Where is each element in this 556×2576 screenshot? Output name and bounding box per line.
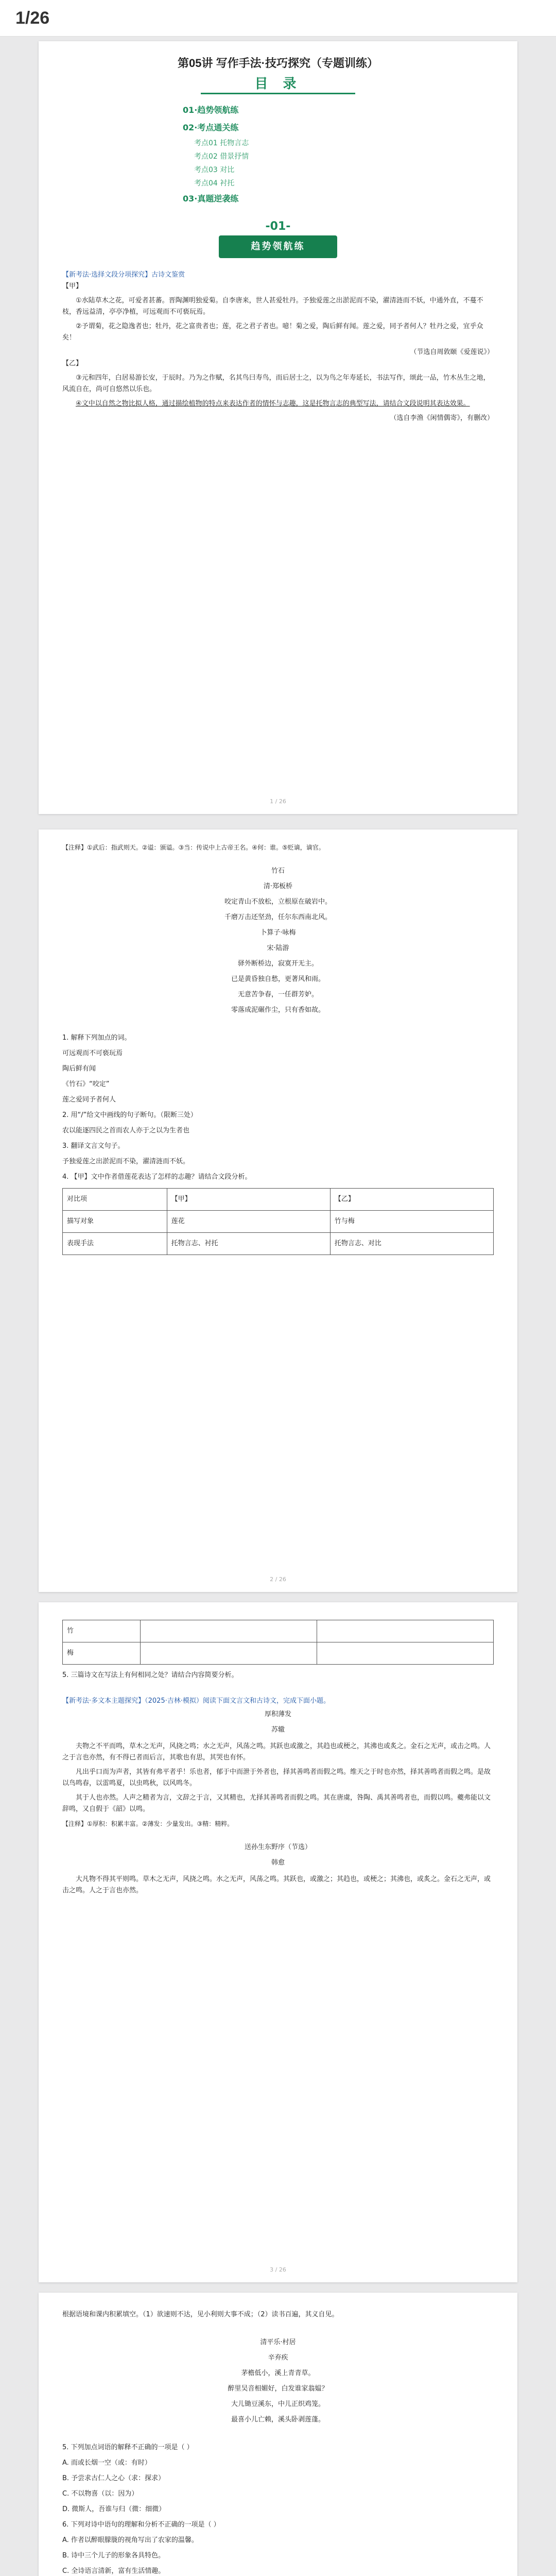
document-page-4 <box>39 2293 517 2576</box>
poem-line: 驿外断桥边，寂寞开无主。 <box>237 960 318 968</box>
table-cell: 竹 <box>63 1620 141 1642</box>
table-cell: 莲花 <box>167 1211 330 1233</box>
option[interactable]: B. 予尝求古仁人之心（求：探求） <box>62 2475 165 2482</box>
option[interactable]: A. 而或长烟一空（或：有时） <box>62 2459 151 2467</box>
table-header-cell: 对比项 <box>63 1189 167 1211</box>
paragraph: ②予谓菊，花之隐逸者也；牡丹，花之富贵者也；莲，花之君子者也。噫！菊之爱，陶后鲜有闻。莲之爱，同予者何人？牡丹之爱，宜乎众矣！ <box>62 323 483 342</box>
question: 5. 三篇诗文在写法上有何相同之处？请结合内容简要分析。 <box>62 1671 238 1679</box>
poem-title: 竹石 <box>271 867 285 875</box>
poem-line: 零落成泥碾作尘，只有香如故。 <box>231 1006 325 1014</box>
table-cell: 梅 <box>63 1642 141 1665</box>
poem-author: 辛弃疾 <box>268 2354 288 2362</box>
comparison-table <box>62 1188 494 1255</box>
poem-line: 茅檐低小，溪上青青草。 <box>241 2369 315 2377</box>
notes: 【注释】①武后：指武则天。②谥：颁谥。③当：传说中上古帝王名。④何：谁。⑤贬谪，谪官。 <box>62 844 325 851</box>
question-item: 可远观而不可亵玩焉 <box>62 1049 123 1057</box>
question: 1. 解释下列加点的词。 <box>62 1034 131 1042</box>
notes: 【注释】①厚积：积累丰富。②薄发：少量发出。③精：精粹。 <box>62 1820 234 1827</box>
toc-item[interactable]: 考点02 借景抒情 <box>194 152 249 161</box>
paragraph: 大凡物不得其平则鸣。草木之无声，风挠之鸣。水之无声，风荡之鸣。其跃也，或激之；其趋也，或梗之；其沸也，或炙之。金石之无声，或击之鸣。人之于言也亦然。 <box>62 1875 491 1894</box>
table-cell: 托物言志、对比 <box>330 1233 493 1255</box>
section-number: -01- <box>265 220 291 233</box>
poem-title: 送孙生东野序（节选） <box>244 1843 311 1851</box>
table-cell: 托物言志、衬托 <box>167 1233 330 1255</box>
question-heading: 【新考法·多文本主题探究】（2025·吉林·模拟）阅读下面文言文和古诗文，完成下面小题。 <box>62 1697 330 1705</box>
question-text: 农以能逐四民之首而农人亦于之以为生者也 <box>62 1127 190 1134</box>
toc-item[interactable]: 考点04 衬托 <box>194 179 235 188</box>
toc-heading: 目 录 <box>254 76 302 92</box>
page-title: 第05讲 写作手法·技巧探究（专题训练） <box>178 57 378 70</box>
toc-divider <box>201 93 355 94</box>
question-item: 莲之爱同予者何人 <box>62 1096 116 1104</box>
poem-author: 宋·陆游 <box>267 944 289 952</box>
poem-line: 醉里吴音相媚好，白发谁家翁媪？ <box>228 2385 328 2393</box>
poem-author: 韩愈 <box>271 1859 285 1867</box>
toc-item[interactable]: 02·考点通关练 <box>183 123 239 132</box>
question-text: 予独爱莲之出淤泥而不染，濯清涟而不妖。 <box>62 1158 190 1165</box>
toc-item[interactable]: 03·真题逆袭练 <box>183 194 239 204</box>
poem-line: 大儿锄豆溪东，中儿正织鸡笼。 <box>231 2400 325 2408</box>
page-number: 1 / 26 <box>270 798 286 805</box>
table-cell: 竹与梅 <box>330 1211 493 1233</box>
page-number: 3 / 26 <box>270 2266 286 2273</box>
poem-line: 已是黄昏独自愁，更著风和雨。 <box>231 975 325 983</box>
question: 5. 下列加点词语的解释不正确的一项是（ ） <box>62 2444 194 2451</box>
answer-table <box>62 1620 494 1665</box>
table-header-cell: 【乙】 <box>330 1189 493 1211</box>
viewer-toolbar <box>0 0 556 37</box>
toc-item[interactable]: 考点01 托物言志 <box>194 139 249 147</box>
document-page-1 <box>39 41 517 814</box>
poem-title: 清平乐·村居 <box>260 2338 296 2346</box>
paragraph: 夫物之不平而鸣，草木之无声，风挠之鸣；水之无声，风荡之鸣。其跃也或激之，其趋也或梗之，其沸也或炙之。金石之无声，或击之鸣。人之于言也亦然，有不得已者而后言，其歌也有思，其哭也有怀。 <box>62 1742 491 1761</box>
option[interactable]: C. 全诗语言清新，富有生活情趣。 <box>62 2567 165 2575</box>
section-banner: 趋势领航练 <box>219 235 337 258</box>
paragraph: ③元和四年，白居易游长安，于辰时。乃为之作赋，名其鸟曰寿鸟，而后居士之，以为鸟之年寿延长，书法写作，颂此一品，竹木丛生之地，风流自在，尚可自悠然以乐也。 <box>62 374 490 393</box>
question: 3. 翻译文言文句子。 <box>62 1142 125 1150</box>
option[interactable]: A. 作者以醉眼朦胧的视角写出了农家的温馨。 <box>62 2536 198 2544</box>
toc-item[interactable]: 01·趋势领航练 <box>183 105 239 115</box>
poem-title: 卜算子·咏梅 <box>260 929 296 937</box>
intro-text: 根据语境和课内积累填空。（1）欲速则不达，见小利则大事不成；（2）读书百遍，其义自见。 <box>62 2311 339 2318</box>
poem-line: 无意苦争春，一任群芳妒。 <box>237 991 318 998</box>
paragraph: ①水陆草木之花，可爱者甚蕃。晋陶渊明独爱菊。自李唐来，世人甚爱牡丹。予独爱莲之出淤泥而不染，濯清涟而不妖，中通外直，不蔓不枝，香远益清，亭亭净植，可远观而不可亵玩焉。 <box>62 297 483 316</box>
table-cell[interactable] <box>317 1620 493 1642</box>
poem-author: 清·郑板桥 <box>263 883 293 890</box>
question-heading: 【新考法·选择文段分项探究】古诗文鉴赏 <box>62 271 185 279</box>
sub-heading: 【甲】 <box>62 282 83 290</box>
poem-line: 咬定青山不放松，立根原在破岩中。 <box>224 898 332 906</box>
source-note: （选自李渔《闲情偶寄》，有删改） <box>390 414 494 422</box>
table-of-contents <box>183 101 373 208</box>
option[interactable]: B. 诗中三个儿子的形象各具特色。 <box>62 2552 165 2560</box>
toc-item[interactable]: 考点03 对比 <box>194 166 235 174</box>
sub-heading: 【乙】 <box>62 360 83 367</box>
paragraph: 凡出乎口而为声者，其皆有弗平者乎！乐也者，郁于中而泄于外者也，择其善鸣者而假之鸣。维天之于时也亦然，择其善鸣者而假之鸣。是故以鸟鸣春，以雷鸣夏，以虫鸣秋，以风鸣冬。 <box>62 1768 491 1787</box>
option[interactable]: D. 微斯人，吾谁与归（微：细微） <box>62 2505 166 2513</box>
page-indicator: 1/26 <box>15 8 50 28</box>
article-author: 苏辙 <box>271 1726 285 1734</box>
page-number: 2 / 26 <box>270 1576 286 1583</box>
question-item: 陶后鲜有闻 <box>62 1065 96 1073</box>
question-item: 《竹石》“咬定” <box>62 1080 110 1088</box>
document-page-3 <box>39 1602 517 2282</box>
poem-line: 最喜小儿亡赖，溪头卧剥莲蓬。 <box>231 2416 325 2424</box>
question: 6. 下列对诗中语句的理解和分析不正确的一项是（ ） <box>62 2521 220 2529</box>
table-cell[interactable] <box>317 1642 493 1665</box>
question: 4. 【甲】文中作者借莲花表达了怎样的志趣？请结合文段分析。 <box>62 1173 252 1181</box>
poem-line: 千磨万击还坚劲，任尔东西南北风。 <box>224 913 332 921</box>
table-cell[interactable] <box>140 1620 317 1642</box>
question: 2. 用“/”给文中画线的句子断句。（限断三处） <box>62 1111 197 1119</box>
table-header-cell: 【甲】 <box>167 1189 330 1211</box>
source-note: （节选自周敦颐《爱莲说》） <box>410 348 494 356</box>
table-cell: 描写对象 <box>63 1211 167 1233</box>
option[interactable]: C. 不以物喜（以：因为） <box>62 2490 138 2498</box>
paragraph: ④文中以自然之物比拟人格，通过描绘植物的特点来表达作者的情怀与志趣，这是托物言志的典型写法，请结合文段说明其表达效果。 <box>76 400 470 408</box>
paragraph: 其于人也亦然。人声之精者为言，文辞之于言，又其精也，尤择其善鸣者而假之鸣。其在唐虞，咎陶、禹其善鸣者也，而假以鸣。夔弗能以文辞鸣，又自假于《韶》以鸣。 <box>62 1794 491 1813</box>
table-cell: 表现手法 <box>63 1233 167 1255</box>
document-page-2 <box>39 829 517 1592</box>
table-cell[interactable] <box>140 1642 317 1665</box>
article-title: 厚积薄发 <box>264 1710 291 1718</box>
